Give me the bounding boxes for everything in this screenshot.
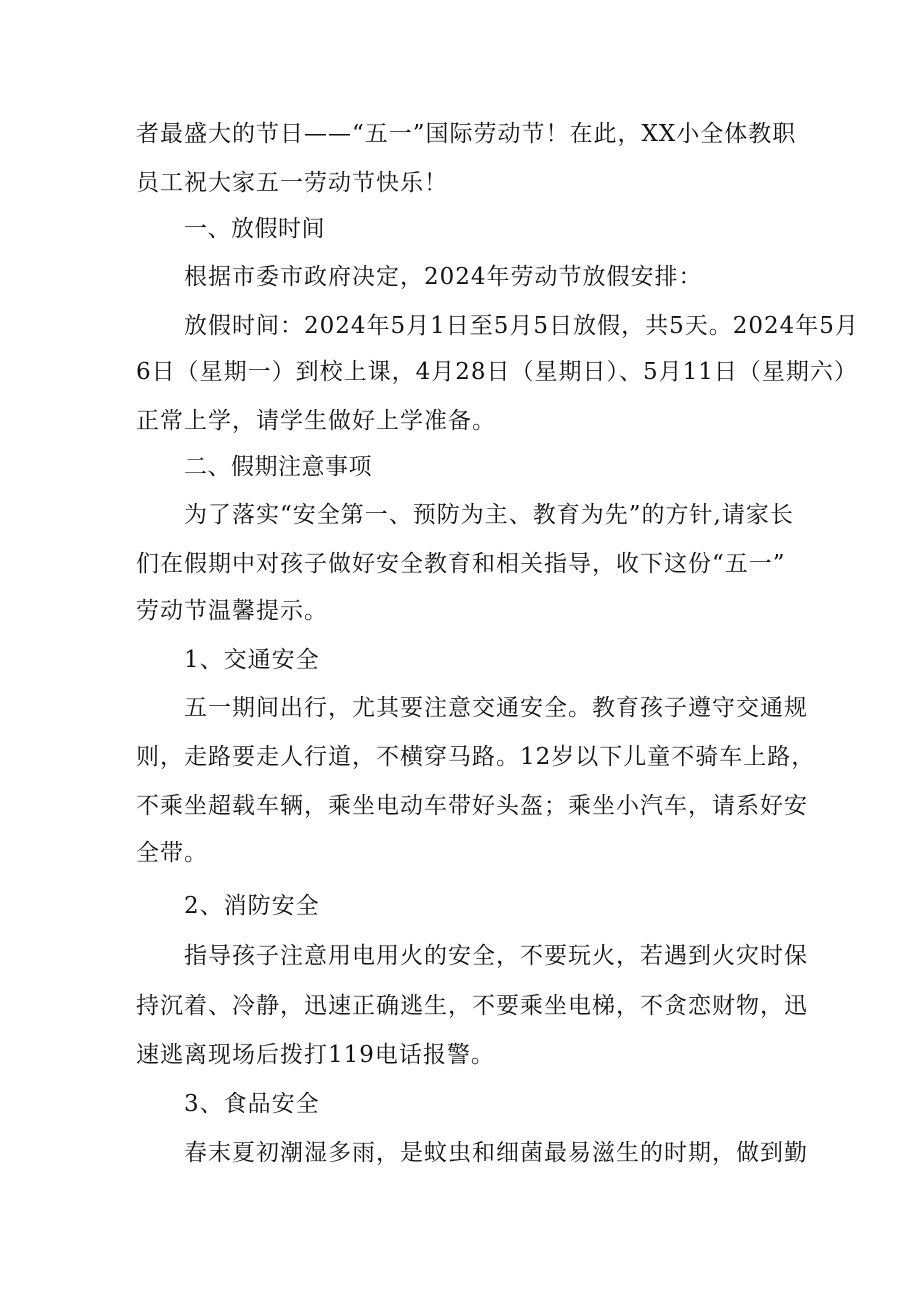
paragraph-line: 则，走路要走人行道，不横穿马路。12岁以下儿童不骑车上路， (136, 744, 816, 770)
subsection-heading: 1、交通安全 (184, 647, 320, 673)
paragraph-line: 6日（星期一）到校上课，4月28日（星期日）、5月11日（星期六） (136, 359, 858, 385)
paragraph-line: 为了落实“安全第一、预防为主、教育为先”的方针,请家长 (184, 502, 794, 528)
paragraph-line: 根据市委市政府决定，2024年劳动节放假安排： (184, 264, 703, 290)
subsection-heading: 3、食品安全 (184, 1091, 320, 1117)
paragraph-line: 者最盛大的节日——“五一”国际劳动节！在此，XX小全体教职 (136, 121, 797, 147)
paragraph-line: 劳动节温馨提示。 (136, 598, 328, 624)
paragraph-line: 持沉着、冷静，迅速正确逃生，不要乘坐电梯，不贪恋财物，迅 (136, 993, 808, 1019)
paragraph-line: 不乘坐超载车辆，乘坐电动车带好头盔；乘坐小汽车，请系好安 (136, 793, 808, 819)
paragraph-line: 全带。 (136, 840, 208, 866)
paragraph-line: 春末夏初潮湿多雨，是蚊虫和细菌最易滋生的时期，做到勤 (184, 1140, 808, 1166)
paragraph-line: 速逃离现场后拨打119电话报警。 (136, 1042, 495, 1068)
subsection-heading: 2、消防安全 (184, 893, 320, 919)
section-heading: 一、放假时间 (184, 216, 325, 242)
paragraph-line: 员工祝大家五一劳动节快乐！ (136, 170, 448, 196)
paragraph-line: 五一期间出行，尤其要注意交通安全。教育孩子遵守交通规 (184, 695, 808, 721)
paragraph-line: 指导孩子注意用电用火的安全，不要玩火，若遇到火灾时保 (184, 943, 808, 969)
paragraph-line: 们在假期中对孩子做好安全教育和相关指导，收下这份“五一” (136, 551, 786, 577)
paragraph-line: 放假时间：2024年5月1日至5月5日放假，共5天。2024年5月 (184, 313, 859, 339)
section-heading: 二、假期注意事项 (184, 454, 372, 480)
paragraph-line: 正常上学，请学生做好上学准备。 (136, 408, 496, 434)
